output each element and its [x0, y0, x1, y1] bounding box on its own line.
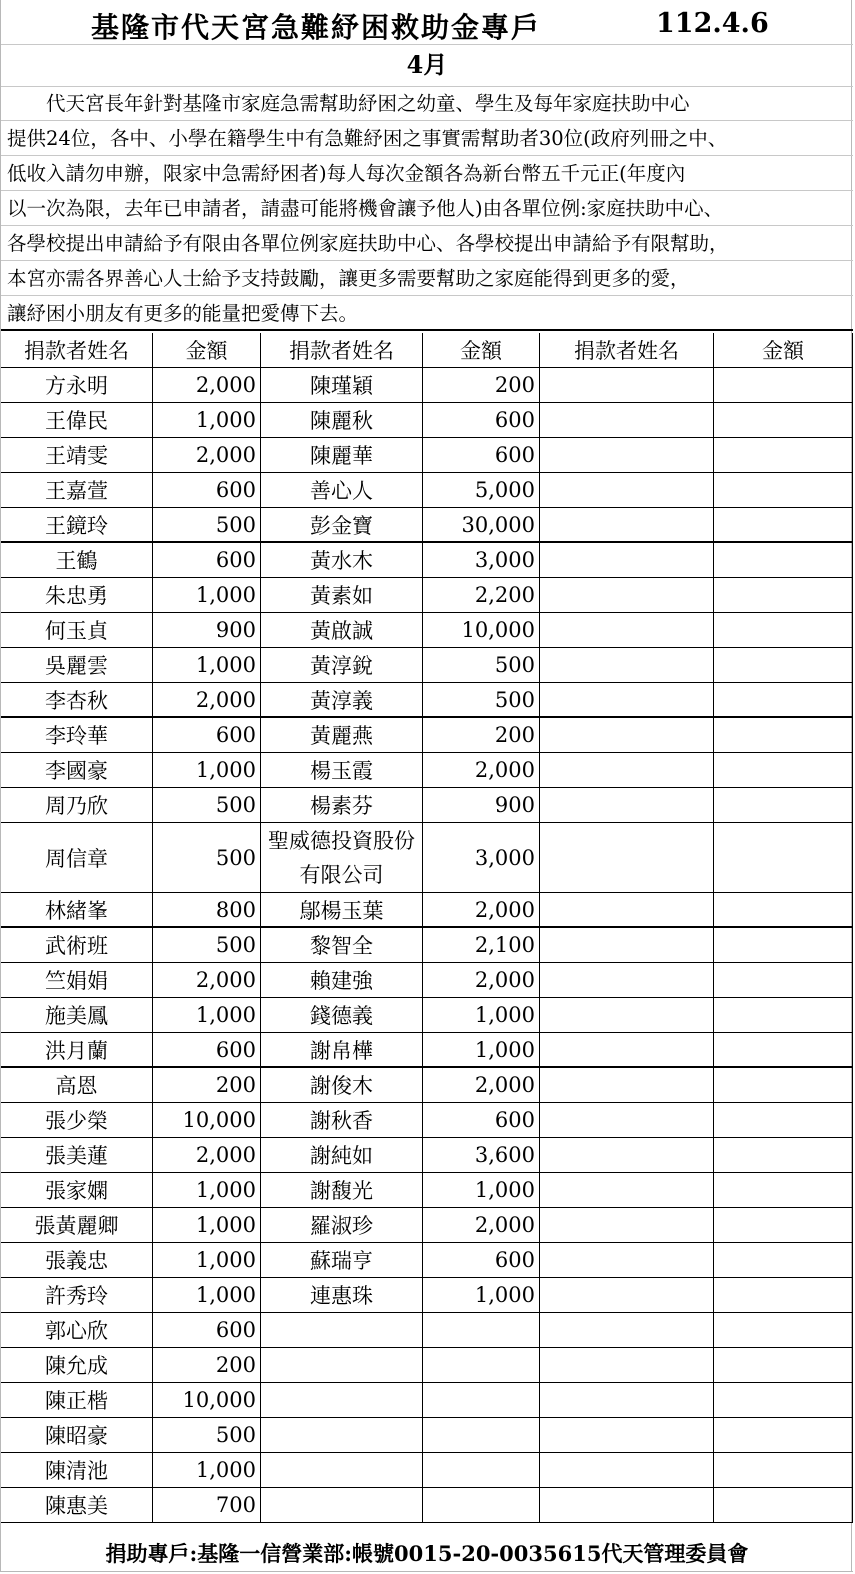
table-row	[1, 1453, 853, 1488]
donor-name-cell	[540, 1068, 714, 1103]
paragraph-line: 本宮亦需各界善心人士給予支持鼓勵，讓更多需要幫助之家庭能得到更多的愛，	[1, 261, 853, 296]
table-row	[1, 1173, 853, 1208]
column-header: 金額	[714, 333, 853, 368]
donation-amount-cell	[714, 788, 853, 823]
donation-amount-cell	[714, 893, 853, 928]
column-header: 金額	[423, 333, 540, 368]
donation-amount-cell	[714, 928, 853, 963]
donation-amount-cell: 1,000	[423, 1278, 540, 1313]
donor-name-cell: 謝秋香	[261, 1103, 423, 1138]
donor-name-cell	[540, 403, 714, 438]
donor-name-cell	[540, 718, 714, 753]
donor-name-cell: 陳瑾穎	[261, 368, 423, 403]
donation-amount-cell: 2,000	[423, 1068, 540, 1103]
donation-amount-cell: 200	[423, 368, 540, 403]
table-row	[1, 368, 853, 403]
donor-name-cell: 謝馥光	[261, 1173, 423, 1208]
table-row	[1, 403, 853, 438]
donor-name-cell: 謝帛樺	[261, 1033, 423, 1068]
donation-amount-cell	[714, 578, 853, 613]
donation-amount-cell	[423, 1488, 540, 1523]
donation-amount-cell	[714, 1348, 853, 1383]
column-header: 捐款者姓名	[261, 333, 423, 368]
donor-name-cell: 李杏秋	[1, 683, 153, 718]
donation-amount-cell: 500	[153, 508, 261, 543]
donor-name-cell	[540, 508, 714, 543]
donation-amount-cell: 1,000	[423, 1173, 540, 1208]
donation-amount-cell: 2,200	[423, 578, 540, 613]
table-header-row	[1, 333, 853, 368]
donation-amount-cell: 2,000	[153, 368, 261, 403]
donor-name-cell: 張少榮	[1, 1103, 153, 1138]
donor-name-cell: 洪月蘭	[1, 1033, 153, 1068]
donation-amount-cell: 500	[153, 928, 261, 963]
donation-amount-cell: 10,000	[423, 613, 540, 648]
donor-name-cell: 黃淳銳	[261, 648, 423, 683]
donation-amount-cell: 600	[423, 403, 540, 438]
donor-name-cell: 黃素如	[261, 578, 423, 613]
donor-name-cell	[540, 578, 714, 613]
title-row	[1, 0, 853, 45]
donor-name-cell	[540, 788, 714, 823]
donor-name-cell: 善心人	[261, 473, 423, 508]
donation-amount-cell: 600	[153, 1313, 261, 1348]
donor-name-cell: 錢德義	[261, 998, 423, 1033]
donor-name-cell: 王偉民	[1, 403, 153, 438]
table-row	[1, 683, 853, 718]
donor-name-cell: 陳昭豪	[1, 1418, 153, 1453]
donation-amount-cell: 800	[153, 893, 261, 928]
donor-name-cell	[540, 473, 714, 508]
donation-amount-cell: 1,000	[423, 1033, 540, 1068]
donor-name-cell	[540, 438, 714, 473]
donor-name-cell	[540, 543, 714, 578]
table-row	[1, 1278, 853, 1313]
donor-name-cell	[540, 1313, 714, 1348]
donation-amount-cell	[714, 1103, 853, 1138]
table-row	[1, 893, 853, 928]
donor-name-cell: 陳清池	[1, 1453, 153, 1488]
donor-name-cell: 李玲華	[1, 718, 153, 753]
table-row	[1, 1138, 853, 1173]
donation-amount-cell	[714, 1243, 853, 1278]
donation-amount-cell: 2,000	[423, 893, 540, 928]
table-row	[1, 438, 853, 473]
donor-name-cell	[540, 1453, 714, 1488]
donor-name-cell	[261, 1383, 423, 1418]
table-row	[1, 1068, 853, 1103]
donor-name-cell	[261, 1418, 423, 1453]
table-row	[1, 718, 853, 753]
donation-amount-cell: 500	[153, 788, 261, 823]
donor-name-cell: 黃麗燕	[261, 718, 423, 753]
donor-name-cell: 張黃麗卿	[1, 1208, 153, 1243]
donation-amount-cell: 500	[423, 683, 540, 718]
table-row	[1, 788, 853, 823]
donor-name-cell: 陳允成	[1, 1348, 153, 1383]
donor-name-cell: 周信章	[1, 823, 153, 893]
donation-amount-cell: 2,000	[423, 753, 540, 788]
donor-name-cell: 陳麗秋	[261, 403, 423, 438]
donation-amount-cell: 1,000	[153, 1453, 261, 1488]
donor-name-cell	[540, 998, 714, 1033]
donation-amount-cell	[714, 1173, 853, 1208]
donor-name-cell	[261, 1453, 423, 1488]
table-row	[1, 1103, 853, 1138]
donor-name-cell	[540, 1348, 714, 1383]
donation-amount-cell	[714, 1313, 853, 1348]
donor-name-cell	[540, 1033, 714, 1068]
donation-amount-cell: 1,000	[153, 648, 261, 683]
donor-name-cell: 謝俊木	[261, 1068, 423, 1103]
donor-name-cell: 竺娟娟	[1, 963, 153, 998]
donor-name-cell: 鄔楊玉葉	[261, 893, 423, 928]
table-row	[1, 1208, 853, 1243]
donation-amount-cell: 700	[153, 1488, 261, 1523]
month-label: 4月	[1, 44, 853, 87]
donation-amount-cell: 10,000	[153, 1383, 261, 1418]
donor-name-cell: 張義忠	[1, 1243, 153, 1278]
donor-name-cell	[540, 648, 714, 683]
donation-amount-cell: 1,000	[153, 1278, 261, 1313]
donor-name-cell	[261, 1488, 423, 1523]
donation-amount-cell	[714, 1138, 853, 1173]
donation-amount-cell: 10,000	[153, 1103, 261, 1138]
donor-name-cell	[540, 1208, 714, 1243]
donor-name-cell: 施美鳳	[1, 998, 153, 1033]
donor-name-cell	[261, 1348, 423, 1383]
donation-amount-cell: 2,000	[153, 963, 261, 998]
donation-amount-cell: 200	[423, 718, 540, 753]
donor-name-cell: 王鶴	[1, 543, 153, 578]
donor-name-cell	[540, 928, 714, 963]
donation-amount-cell: 600	[153, 543, 261, 578]
table-row	[1, 543, 853, 578]
donor-name-cell	[540, 1173, 714, 1208]
donor-name-cell	[540, 683, 714, 718]
paragraph-line: 各學校提出申請給予有限由各單位例家庭扶助中心、各學校提出申請給予有限幫助，	[1, 226, 853, 261]
donation-amount-cell	[714, 403, 853, 438]
donor-name-cell	[540, 1488, 714, 1523]
paragraph-line: 代天宮長年針對基隆市家庭急需幫助紓困之幼童、學生及每年家庭扶助中心	[1, 86, 853, 121]
donation-amount-cell: 500	[153, 823, 261, 893]
donation-amount-cell: 600	[423, 438, 540, 473]
donation-amount-cell	[714, 613, 853, 648]
donation-amount-cell	[714, 1488, 853, 1523]
donor-name-cell: 黃淳義	[261, 683, 423, 718]
donor-name-cell: 朱忠勇	[1, 578, 153, 613]
table-row	[1, 1033, 853, 1068]
donation-amount-cell: 1,000	[153, 1173, 261, 1208]
donation-amount-cell	[714, 753, 853, 788]
donation-amount-cell: 600	[153, 718, 261, 753]
donation-amount-cell	[714, 683, 853, 718]
donation-amount-cell	[714, 1418, 853, 1453]
paragraph-line: 提供24位，各中、小學在籍學生中有急難紓困之事實需幫助者30位(政府列冊之中、	[1, 121, 853, 156]
donor-name-cell: 方永明	[1, 368, 153, 403]
donation-amount-cell: 2,100	[423, 928, 540, 963]
donor-name-cell: 陳正楷	[1, 1383, 153, 1418]
donor-name-cell: 許秀玲	[1, 1278, 153, 1313]
table-row	[1, 473, 853, 508]
donation-amount-cell	[423, 1383, 540, 1418]
donor-name-cell: 武術班	[1, 928, 153, 963]
table-row	[1, 1383, 853, 1418]
donation-amount-cell	[714, 1383, 853, 1418]
donor-name-cell: 蘇瑞亨	[261, 1243, 423, 1278]
donor-name-cell: 李國豪	[1, 753, 153, 788]
donor-name-cell	[540, 1278, 714, 1313]
donor-name-cell: 周乃欣	[1, 788, 153, 823]
donor-name-cell: 張美蓮	[1, 1138, 153, 1173]
donation-amount-cell: 600	[423, 1243, 540, 1278]
donor-name-cell: 羅淑珍	[261, 1208, 423, 1243]
donation-amount-cell	[714, 368, 853, 403]
donor-name-cell: 賴建強	[261, 963, 423, 998]
donation-amount-cell: 1,000	[153, 578, 261, 613]
donor-name-cell	[540, 613, 714, 648]
column-header: 金額	[153, 333, 261, 368]
donation-amount-cell: 1,000	[153, 403, 261, 438]
donor-name-cell	[540, 963, 714, 998]
donation-amount-cell	[423, 1453, 540, 1488]
donor-name-cell	[540, 1418, 714, 1453]
donation-amount-cell	[714, 438, 853, 473]
table-row	[1, 998, 853, 1033]
donor-name-cell: 王嘉萱	[1, 473, 153, 508]
table-row	[1, 1348, 853, 1383]
donor-name-cell: 林緒峯	[1, 893, 153, 928]
table-row	[1, 753, 853, 788]
donation-amount-cell	[423, 1418, 540, 1453]
table-row	[1, 508, 853, 543]
donation-amount-cell: 5,000	[423, 473, 540, 508]
donation-amount-cell: 1,000	[153, 998, 261, 1033]
donation-amount-cell: 200	[153, 1068, 261, 1103]
donor-name-cell: 王靖雯	[1, 438, 153, 473]
donor-name-cell: 何玉貞	[1, 613, 153, 648]
donation-amount-cell: 2,000	[423, 963, 540, 998]
donor-name-cell: 陳惠美	[1, 1488, 153, 1523]
column-header: 捐款者姓名	[1, 333, 153, 368]
donation-amount-cell	[714, 823, 853, 893]
donation-amount-cell	[714, 1208, 853, 1243]
donation-amount-cell	[714, 718, 853, 753]
donor-name-cell	[540, 893, 714, 928]
donor-name-cell: 謝純如	[261, 1138, 423, 1173]
donor-name-cell: 黃啟誠	[261, 613, 423, 648]
paragraph-line: 低收入請勿申辦，限家中急需紓困者)每人每次金額各為新台幣五千元正(年度內	[1, 156, 853, 191]
donor-name-cell	[540, 1383, 714, 1418]
donation-amount-cell	[714, 508, 853, 543]
donor-name-cell: 楊玉霞	[261, 753, 423, 788]
donation-amount-cell: 3,600	[423, 1138, 540, 1173]
table-row	[1, 1243, 853, 1278]
donation-amount-cell: 1,000	[153, 1208, 261, 1243]
donation-amount-cell	[714, 963, 853, 998]
table-row	[1, 1313, 853, 1348]
donation-amount-cell: 600	[423, 1103, 540, 1138]
donor-name-cell: 郭心欣	[1, 1313, 153, 1348]
donation-amount-cell: 3,000	[423, 543, 540, 578]
donation-amount-cell	[714, 998, 853, 1033]
donation-amount-cell: 600	[153, 1033, 261, 1068]
donor-name-cell	[540, 1138, 714, 1173]
donor-name-cell	[540, 368, 714, 403]
table-row	[1, 1488, 853, 1523]
donation-amount-cell	[714, 648, 853, 683]
donation-amount-cell: 2,000	[153, 683, 261, 718]
donor-name-cell	[540, 753, 714, 788]
table-row	[1, 1418, 853, 1453]
donor-name-cell: 高恩	[1, 1068, 153, 1103]
donation-amount-cell: 900	[423, 788, 540, 823]
paragraph-line: 以一次為限，去年已申請者，請盡可能將機會讓予他人)由各單位例:家庭扶助中心、	[1, 191, 853, 226]
donor-name-cell	[540, 1243, 714, 1278]
donation-amount-cell: 500	[423, 648, 540, 683]
donation-amount-cell: 900	[153, 613, 261, 648]
table-row	[1, 613, 853, 648]
donation-amount-cell: 3,000	[423, 823, 540, 893]
donor-name-cell: 黎智全	[261, 928, 423, 963]
donation-amount-cell: 1,000	[153, 753, 261, 788]
donation-amount-cell	[714, 1068, 853, 1103]
donor-name-cell	[261, 1313, 423, 1348]
table-row	[1, 578, 853, 613]
title-date: 112.4.6	[656, 8, 769, 39]
donation-amount-cell: 1,000	[423, 998, 540, 1033]
donor-name-cell: 張家嫻	[1, 1173, 153, 1208]
donor-name-cell: 吳麗雲	[1, 648, 153, 683]
donor-name-cell: 楊素芬	[261, 788, 423, 823]
donation-amount-cell: 2,000	[423, 1208, 540, 1243]
donation-amount-cell	[423, 1348, 540, 1383]
table-row	[1, 823, 853, 893]
donation-amount-cell: 600	[153, 473, 261, 508]
donation-amount-cell	[714, 1278, 853, 1313]
donation-amount-cell	[423, 1313, 540, 1348]
donation-amount-cell: 2,000	[153, 438, 261, 473]
donation-amount-cell: 200	[153, 1348, 261, 1383]
donation-amount-cell	[714, 543, 853, 578]
column-header: 捐款者姓名	[540, 333, 714, 368]
paragraph-line: 讓紓困小朋友有更多的能量把愛傳下去。	[1, 296, 853, 331]
donation-amount-cell: 500	[153, 1418, 261, 1453]
donor-name-cell: 彭金寶	[261, 508, 423, 543]
donation-amount-cell: 1,000	[153, 1243, 261, 1278]
table-row	[1, 648, 853, 683]
table-row	[1, 963, 853, 998]
donation-amount-cell: 30,000	[423, 508, 540, 543]
table-row	[1, 928, 853, 963]
account-footer: 捐助專戶:基隆一信營業部:帳號0015-20-0035615代天管理委員會	[1, 1537, 853, 1572]
donation-amount-cell	[714, 1453, 853, 1488]
donor-name-cell: 王鏡玲	[1, 508, 153, 543]
donor-name-cell: 聖威德投資股份有限公司	[261, 823, 423, 893]
donation-amount-cell	[714, 473, 853, 508]
donation-amount-cell	[714, 1033, 853, 1068]
donor-name-cell: 連惠珠	[261, 1278, 423, 1313]
page-title: 基隆市代天宮急難紓困救助金專戶	[91, 11, 542, 44]
donor-name-cell	[540, 823, 714, 893]
donation-amount-cell: 2,000	[153, 1138, 261, 1173]
donor-name-cell: 黃水木	[261, 543, 423, 578]
donor-name-cell: 陳麗華	[261, 438, 423, 473]
donor-name-cell	[540, 1103, 714, 1138]
